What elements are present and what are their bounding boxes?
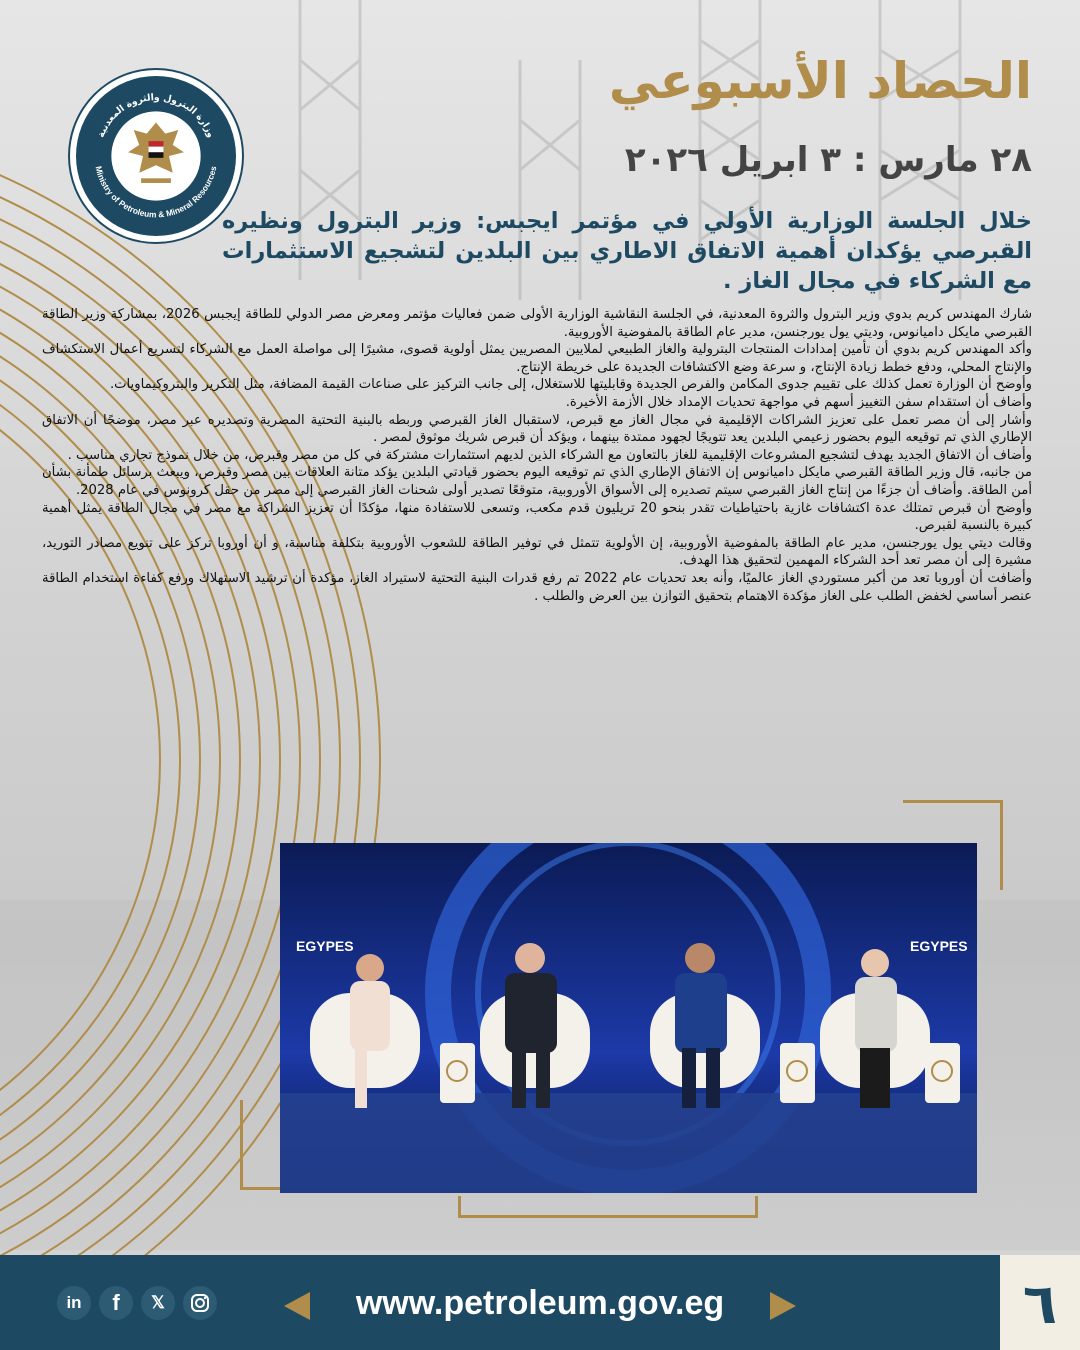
conference-panel-photo-icon bbox=[280, 843, 977, 1193]
article-body bbox=[42, 306, 1032, 605]
article-paragraph: وأضافت أن أوروبا تعد من أكبر مستوردي الغاز عالميًا، وأنه بعد تحديات عام 2022 تم رفع قدرات البنية التحتية لاستيراد الغاز، مؤكدة أن ترشيد الاستهلاك ورفع كفاءة استخدام الطاقة عنصر أساسي لخفض الطلب على الغاز مؤكدة الاهتمام بتحقيق التوازن بين العرض والطلب . bbox=[42, 570, 1032, 604]
logo-english-name: Ministry of Petroleum & Mineral Resources bbox=[93, 164, 219, 220]
article-paragraph: وأضاف أن استقدام سفن التغييز أسهم في مواجهة تحديات الإمداد خلال الأزمة الأخيرة. bbox=[565, 394, 1032, 410]
arrow-right-icon[interactable] bbox=[766, 1289, 800, 1323]
article-paragraph: وأوضح أن الوزارة تعمل كذلك على تقييم جدوى المكامن والفرص الجديدة وقابليتها للاستغلال، إلى جانب التركيز على صناعات القيمة المضافة، مثل التكرير والبتروكيماويات. bbox=[109, 377, 1032, 393]
conference-panel-photo bbox=[280, 843, 977, 1193]
ministry-eagle-emblem-icon bbox=[76, 76, 236, 236]
article-paragraph: وأضاف أن الاتفاق الجديد يهدف لتشجيع المشروعات الإقليمية للغاز بالتعاون مع الشركاء الذين لديهم استثمارات مشتركة في كل من مصر وقبرص، من خلال نموذج تجاري مناسب . bbox=[67, 447, 1032, 463]
page-title: الحصاد الأسبوعي bbox=[608, 52, 1032, 110]
instagram-icon[interactable] bbox=[183, 1286, 217, 1320]
article-paragraph: وأكد المهندس كريم بدوي أن تأمين إمدادات المنتجات البترولية والغاز الطبيعي لملايين المصريين يمثل أولوية قصوى، مشيرًا إلى مواصلة العمل مع الشركاء لتسريع أعمال الاستكشاف والإنتاج المحلي، ودفع خطط زيادة الإنتاج، و سرعة وضع الاكتشافات الجديدة على خريطة الإنتاج. bbox=[42, 342, 1032, 375]
facebook-icon[interactable]: f bbox=[99, 1286, 133, 1320]
website-link[interactable]: www.petroleum.gov.eg bbox=[355, 1284, 725, 1322]
article-headline: خلال الجلسة الوزارية الأولي في مؤتمر ايجبس: وزير البترول ونظيره القبرصي يؤكدان أهمية الاتفاق الاطاري بين البلدين لتشجيع الاستثمارات مع الشركاء في مجال الغاز . bbox=[222, 208, 1032, 294]
article-paragraph: من جانبه، قال وزير الطاقة القبرصي مايكل داميانوس إن الاتفاق الإطاري الذي تم توقيعه اليوم بحضور قيادتي البلدين يؤكد متانة العلاقات بين مصر وقبرص، ويبعث برسائل طمأنة بشأن أمن الطاقة. وأضاف أن جزءًا من إنتاج الغاز القبرصي سيتم تصديره إلى الأسواق الأوروبية، متوقعًا تصدير أولى شحنات الغاز القبرصي إلى مصر من حقل كرونوس في عام 2028. bbox=[42, 465, 1032, 498]
photo-frame-corner-bottom bbox=[458, 1196, 758, 1218]
article-paragraph: وقالت ديتي يول يورجنسن، مدير عام الطاقة بالمفوضية الأوروبية، إن الأولوية تتمثل في توفير الطاقة للشعوب الأوروبية بتكلفة مناسبة، و أن أوروبا تركز على تنويع مصادر التوريد، مشيرة إلى أن مصر تعد أحد الشركاء المهمين لتحقيق هذا الهدف. bbox=[42, 535, 1032, 569]
linkedin-icon[interactable]: in bbox=[57, 1286, 91, 1320]
arrow-left-icon[interactable] bbox=[280, 1289, 314, 1323]
article-paragraph: شارك المهندس كريم بدوي وزير البترول والثروة المعدنية، في الجلسة النقاشية الوزارية الأولى ضمن فعاليات مؤتمر ومعرض مصر الدولي للطاقة إيجبس 2026، بمشاركة وزير الطاقة القبرصي مايكل داميانوس، وديتي يول يورجنسن، مدير عام الطاقة بالمفوضية الأوروبية. bbox=[42, 307, 1032, 340]
egypes-banner-right: EGYPES bbox=[910, 938, 968, 954]
egypes-banner-left: EGYPES bbox=[296, 938, 354, 954]
article-paragraph: وأشار إلى أن مصر تعمل على تعزيز الشراكات الإقليمية في مجال الغاز مع قبرص، لاستقبال الغاز القبرصي وربطه بالبنية التحتية المصرية وتصديره عبر مصر، موضحًا أن الاتفاق الإطاري الذي تم توقيعه اليوم بحضور زعيمي البلدين يعد تتويجًا لجهود ممتدة بينهما ، ويؤكد أن قبرص شريك موثوق لمصر . bbox=[42, 412, 1032, 446]
ministry-logo bbox=[70, 70, 242, 242]
page-number: ٦ bbox=[1022, 1272, 1058, 1337]
article-paragraph: وأوضح أن قبرص تمتلك عدة اكتشافات غازية باحتياطيات تقدر بنحو 20 تريليون قدم مكعب، وتسعى للاستفادة منها، مؤكدًا أن تعزيز الشراكة مع مصر في مجال الطاقة يمثل أهمية كبيرة بالنسبة لقبرص. bbox=[42, 500, 1032, 534]
date-range: ٢٨ مارس : ٣ ابريل ٢٠٢٦ bbox=[624, 140, 1032, 180]
logo-arabic-name: وزارة البترول والثروة المعدنية bbox=[95, 92, 217, 140]
x-icon[interactable]: 𝕏 bbox=[141, 1286, 175, 1320]
